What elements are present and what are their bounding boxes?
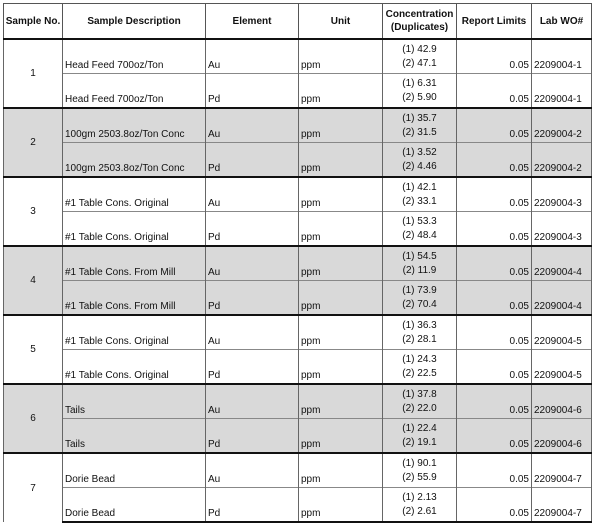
table-row — [4, 350, 592, 385]
element-cell: Au — [206, 177, 299, 212]
table-row — [4, 488, 592, 523]
unit-cell: ppm — [299, 488, 383, 523]
duplicate-2: (2) 28.1 — [402, 333, 437, 345]
concentration-cell — [383, 143, 457, 178]
report-limit-cell: 0.05 — [457, 384, 532, 419]
element-cell: Pd — [206, 350, 299, 385]
assay-results-table — [3, 3, 592, 523]
element-cell: Pd — [206, 74, 299, 109]
header-element: Element — [206, 4, 299, 40]
concentration-cell — [383, 453, 457, 488]
report-limit-cell: 0.05 — [457, 177, 532, 212]
table-body — [4, 39, 592, 522]
duplicate-1: (1) 22.4 — [402, 422, 437, 434]
table-row — [4, 384, 592, 419]
unit-cell: ppm — [299, 315, 383, 350]
duplicate-2: (2) 31.5 — [402, 126, 437, 138]
lab-wo-cell: 2209004-6 — [532, 384, 592, 419]
unit-cell: ppm — [299, 419, 383, 454]
duplicate-1: (1) 53.3 — [402, 215, 437, 227]
concentration-cell — [383, 39, 457, 74]
header-lab-wo: Lab WO# — [532, 4, 592, 40]
duplicate-1: (1) 6.31 — [402, 77, 437, 89]
sample-description: #1 Table Cons. Original — [63, 212, 206, 247]
report-limit-cell: 0.05 — [457, 212, 532, 247]
lab-wo-cell: 2209004-6 — [532, 419, 592, 454]
unit-cell: ppm — [299, 74, 383, 109]
duplicate-2: (2) 22.5 — [402, 367, 437, 379]
report-limit-cell: 0.05 — [457, 39, 532, 74]
element-cell: Pd — [206, 488, 299, 523]
report-limit-cell: 0.05 — [457, 488, 532, 523]
table-row — [4, 281, 592, 316]
unit-cell: ppm — [299, 350, 383, 385]
concentration-cell — [383, 177, 457, 212]
element-cell: Au — [206, 384, 299, 419]
duplicate-1: (1) 54.5 — [402, 250, 437, 262]
duplicate-2: (2) 19.1 — [402, 436, 437, 448]
unit-cell: ppm — [299, 281, 383, 316]
header-sample-description: Sample Description — [63, 4, 206, 40]
duplicate-1: (1) 42.1 — [402, 181, 437, 193]
duplicate-1: (1) 42.9 — [402, 43, 437, 55]
lab-wo-cell: 2209004-1 — [532, 74, 592, 109]
sample-description: #1 Table Cons. Original — [63, 315, 206, 350]
report-limit-cell: 0.05 — [457, 453, 532, 488]
sample-description: #1 Table Cons. Original — [63, 177, 206, 212]
duplicate-1: (1) 37.8 — [402, 388, 437, 400]
sample-description: Tails — [63, 384, 206, 419]
sample-number: 7 — [4, 453, 63, 522]
unit-cell: ppm — [299, 143, 383, 178]
duplicate-1: (1) 36.3 — [402, 319, 437, 331]
report-limit-cell: 0.05 — [457, 108, 532, 143]
duplicate-2: (2) 48.4 — [402, 229, 437, 241]
sample-number: 5 — [4, 315, 63, 384]
lab-wo-cell: 2209004-7 — [532, 453, 592, 488]
duplicate-2: (2) 2.61 — [402, 505, 437, 517]
report-limit-cell: 0.05 — [457, 350, 532, 385]
unit-cell: ppm — [299, 453, 383, 488]
duplicate-1: (1) 24.3 — [402, 353, 437, 365]
unit-cell: ppm — [299, 177, 383, 212]
sample-description: #1 Table Cons. From Mill — [63, 246, 206, 281]
lab-wo-cell: 2209004-2 — [532, 143, 592, 178]
lab-wo-cell: 2209004-3 — [532, 212, 592, 247]
table-row — [4, 177, 592, 212]
header-unit: Unit — [299, 4, 383, 40]
concentration-cell — [383, 315, 457, 350]
lab-wo-cell: 2209004-7 — [532, 488, 592, 523]
table-row — [4, 453, 592, 488]
header-concentration-line2: (Duplicates) — [390, 22, 449, 33]
lab-wo-cell: 2209004-1 — [532, 39, 592, 74]
header-row — [4, 4, 592, 40]
element-cell: Au — [206, 108, 299, 143]
element-cell: Pd — [206, 419, 299, 454]
sample-description: 100gm 2503.8oz/Ton Conc — [63, 108, 206, 143]
element-cell: Pd — [206, 281, 299, 316]
duplicate-1: (1) 3.52 — [402, 146, 437, 158]
table-row — [4, 108, 592, 143]
element-cell: Au — [206, 315, 299, 350]
sample-description: #1 Table Cons. From Mill — [63, 281, 206, 316]
header-report-limits: Report Limits — [457, 4, 532, 40]
concentration-cell — [383, 384, 457, 419]
concentration-cell — [383, 108, 457, 143]
duplicate-2: (2) 22.0 — [402, 402, 437, 414]
duplicate-1: (1) 35.7 — [402, 112, 437, 124]
sample-number: 4 — [4, 246, 63, 315]
element-cell: Au — [206, 246, 299, 281]
unit-cell: ppm — [299, 384, 383, 419]
sample-description: Dorie Bead — [63, 488, 206, 523]
sample-number: 3 — [4, 177, 63, 246]
report-limit-cell: 0.05 — [457, 246, 532, 281]
sample-description: Head Feed 700oz/Ton — [63, 74, 206, 109]
table-row — [4, 143, 592, 178]
concentration-cell — [383, 419, 457, 454]
element-cell: Pd — [206, 143, 299, 178]
report-limit-cell: 0.05 — [457, 315, 532, 350]
sample-number: 1 — [4, 39, 63, 108]
concentration-cell — [383, 212, 457, 247]
duplicate-2: (2) 5.90 — [402, 91, 437, 103]
unit-cell: ppm — [299, 246, 383, 281]
unit-cell: ppm — [299, 39, 383, 74]
duplicate-2: (2) 33.1 — [402, 195, 437, 207]
lab-wo-cell: 2209004-2 — [532, 108, 592, 143]
sample-description: Head Feed 700oz/Ton — [63, 39, 206, 74]
table-row — [4, 212, 592, 247]
element-cell: Pd — [206, 212, 299, 247]
lab-wo-cell: 2209004-4 — [532, 246, 592, 281]
duplicate-2: (2) 11.9 — [402, 264, 437, 276]
table-row — [4, 315, 592, 350]
sample-description: 100gm 2503.8oz/Ton Conc — [63, 143, 206, 178]
lab-wo-cell: 2209004-5 — [532, 315, 592, 350]
duplicate-2: (2) 4.46 — [402, 160, 437, 172]
lab-wo-cell: 2209004-3 — [532, 177, 592, 212]
concentration-cell — [383, 74, 457, 109]
concentration-cell — [383, 488, 457, 523]
unit-cell: ppm — [299, 108, 383, 143]
unit-cell: ppm — [299, 212, 383, 247]
duplicate-2: (2) 47.1 — [402, 57, 437, 69]
table-row — [4, 74, 592, 109]
header-sample-no: Sample No. — [4, 4, 63, 40]
lab-wo-cell: 2209004-4 — [532, 281, 592, 316]
report-limit-cell: 0.05 — [457, 143, 532, 178]
element-cell: Au — [206, 39, 299, 74]
header-concentration-line1: Concentration — [385, 9, 454, 20]
lab-wo-cell: 2209004-5 — [532, 350, 592, 385]
duplicate-1: (1) 2.13 — [402, 491, 437, 503]
concentration-cell — [383, 246, 457, 281]
table-row — [4, 246, 592, 281]
sample-description: Dorie Bead — [63, 453, 206, 488]
concentration-cell — [383, 350, 457, 385]
sample-description: Tails — [63, 419, 206, 454]
concentration-cell — [383, 281, 457, 316]
element-cell: Au — [206, 453, 299, 488]
sample-description: #1 Table Cons. Original — [63, 350, 206, 385]
sample-number: 6 — [4, 384, 63, 453]
table-row — [4, 419, 592, 454]
header-concentration — [383, 4, 457, 40]
report-limit-cell: 0.05 — [457, 74, 532, 109]
table-row — [4, 39, 592, 74]
sample-number: 2 — [4, 108, 63, 177]
duplicate-1: (1) 90.1 — [402, 457, 437, 469]
report-limit-cell: 0.05 — [457, 419, 532, 454]
duplicate-2: (2) 70.4 — [402, 298, 437, 310]
duplicate-1: (1) 73.9 — [402, 284, 437, 296]
duplicate-2: (2) 55.9 — [402, 471, 437, 483]
report-limit-cell: 0.05 — [457, 281, 532, 316]
